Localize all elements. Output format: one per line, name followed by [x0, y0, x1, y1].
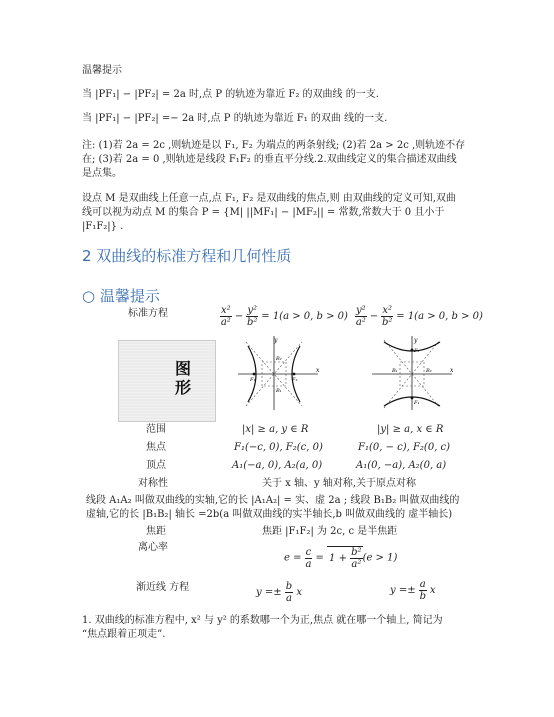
subsection-heading: ○ 温馨提示: [82, 287, 160, 305]
asymptote-1: y =± $\frac{b}{a}$ x: [256, 581, 303, 604]
range-label: 范围: [146, 424, 166, 435]
svg-text:B₂: B₂: [426, 368, 432, 374]
graph-label-image: [118, 340, 216, 422]
range-value-1: |x| ≥ a, y ∈ R: [242, 424, 309, 435]
svg-text:B₁: B₁: [276, 388, 282, 394]
svg-text:F₂: F₂: [414, 348, 420, 354]
foci-value-1: F₁(−c, 0), F₂(c, 0): [234, 442, 323, 453]
symmetry-label: 对称性: [138, 478, 168, 489]
focal-value: 焦距 |F₁F₂| 为 2c, c 是半焦距: [262, 526, 398, 537]
note-line-1: 注: (1)若 2a = 2c ,则轨迹是以 F₁, F₂ 为端点的两条射线; (2)若 2a > 2c ,则轨迹不存: [82, 140, 466, 151]
axis-line-2: 虚轴,它的长 |B₁B₂| 轴长 =2b(a 叫做双曲线的实半轴长,b 叫做双曲线的 虚半轴长): [86, 509, 453, 520]
final-line-2: “焦点跟着正项走”.: [82, 629, 166, 640]
eq2-condition: = 1(a > 0, b > 0): [396, 311, 483, 322]
section-heading: 2 双曲线的标准方程和几何性质: [82, 247, 292, 265]
symmetry-value: 关于 x 轴、y 轴对称,关于原点对称: [262, 478, 417, 489]
svg-text:y: y: [414, 337, 418, 344]
set-line-2: 线可以视为动点 M 的集合 P = {M| ||MF₁| − |MF₂|| = 常数,常数大于 0 且小于: [82, 207, 445, 218]
svg-text:x: x: [450, 367, 454, 374]
svg-text:x: x: [316, 367, 320, 374]
horizontal-hyperbola-graph: [236, 334, 322, 412]
set-line-1: 设点 M 是双曲线上任意一点,点 F₁, F₂ 是双曲线的焦点,则 由双曲线的定义可知,双曲: [82, 193, 456, 204]
axis-line-1: 线段 A₁A₂ 叫做双曲线的实轴,它的长 |A₁A₂| = 实、虚 2a ; 线段 B₁B₂ 叫做双曲线的: [86, 495, 460, 506]
vertex-value-1: A₁(−a, 0), A₂(a, 0): [232, 460, 323, 471]
case-line-1: 当 |PF₁| − |PF₂| = 2a 时,点 P 的轨迹为靠近 F₂ 的双曲线 的一支.: [82, 89, 379, 100]
asymptote-2: y =± $\frac{a}{b}$ x: [390, 579, 436, 602]
foci-value-2: F₁(0, − c), F₂(0, c): [358, 442, 451, 453]
foci-label: 焦点: [146, 442, 166, 453]
svg-text:F₁: F₁: [414, 400, 420, 406]
vertex-value-2: A₁(0, −a), A₂(0, a): [356, 460, 447, 471]
svg-text:y: y: [274, 337, 278, 344]
asymptote-label: 渐近线 方程: [136, 582, 190, 593]
eq1-condition: = 1(a > 0, b > 0): [261, 311, 348, 322]
note-line-3: 是点集。: [82, 168, 122, 179]
range-value-2: |y| ≥ a, x ∈ R: [377, 424, 444, 435]
tip-title: 温馨提示: [82, 65, 122, 76]
eccentricity-label: 离心率: [138, 542, 168, 553]
svg-text:B₂: B₂: [276, 356, 282, 362]
case-line-2: 当 |PF₁| − |PF₂| =− 2a 时,点 P 的轨迹为靠近 F₁ 的双曲 线的一支.: [82, 113, 388, 124]
standard-equation-2: $\frac{\text{y²}}{\text{a²}}$ − $\frac{\text{x²}}{\text{b²}}$ = 1(a > 0, b > 0): [355, 305, 483, 328]
svg-text:B₁: B₁: [392, 368, 398, 374]
std-eq-label: 标准方程: [128, 308, 168, 319]
vertex-label: 顶点: [146, 460, 166, 471]
svg-text:F₁: F₁: [250, 377, 256, 383]
standard-equation-1: $\frac{\text{x²}}{\text{a²}}$ − $\frac{\text{y²}}{\text{b²}}$ = 1(a > 0, b > 0): [220, 305, 348, 328]
focal-label: 焦距: [146, 526, 166, 537]
set-line-3: |F₁F₂|} .: [82, 221, 124, 232]
vertical-hyperbola-graph: [370, 334, 456, 412]
final-line-1: 1. 双曲线的标准方程中, x² 与 y² 的系数哪一个为正,焦点 就在哪一个轴上, 简记为: [82, 615, 443, 626]
graph-label: 图 形: [175, 359, 192, 398]
eccentricity-formula: e = $\frac{c}{a}$ = 1 + $\frac{\text{b²}}{\text{a²}}$ (e > 1): [284, 546, 398, 570]
svg-text:F₂: F₂: [292, 377, 298, 383]
note-line-2: 在; (3)若 2a = 0 ,则轨迹是线段 F₁F₂ 的垂直平分线.2.双曲线定义的集合描述双曲线: [82, 154, 457, 165]
